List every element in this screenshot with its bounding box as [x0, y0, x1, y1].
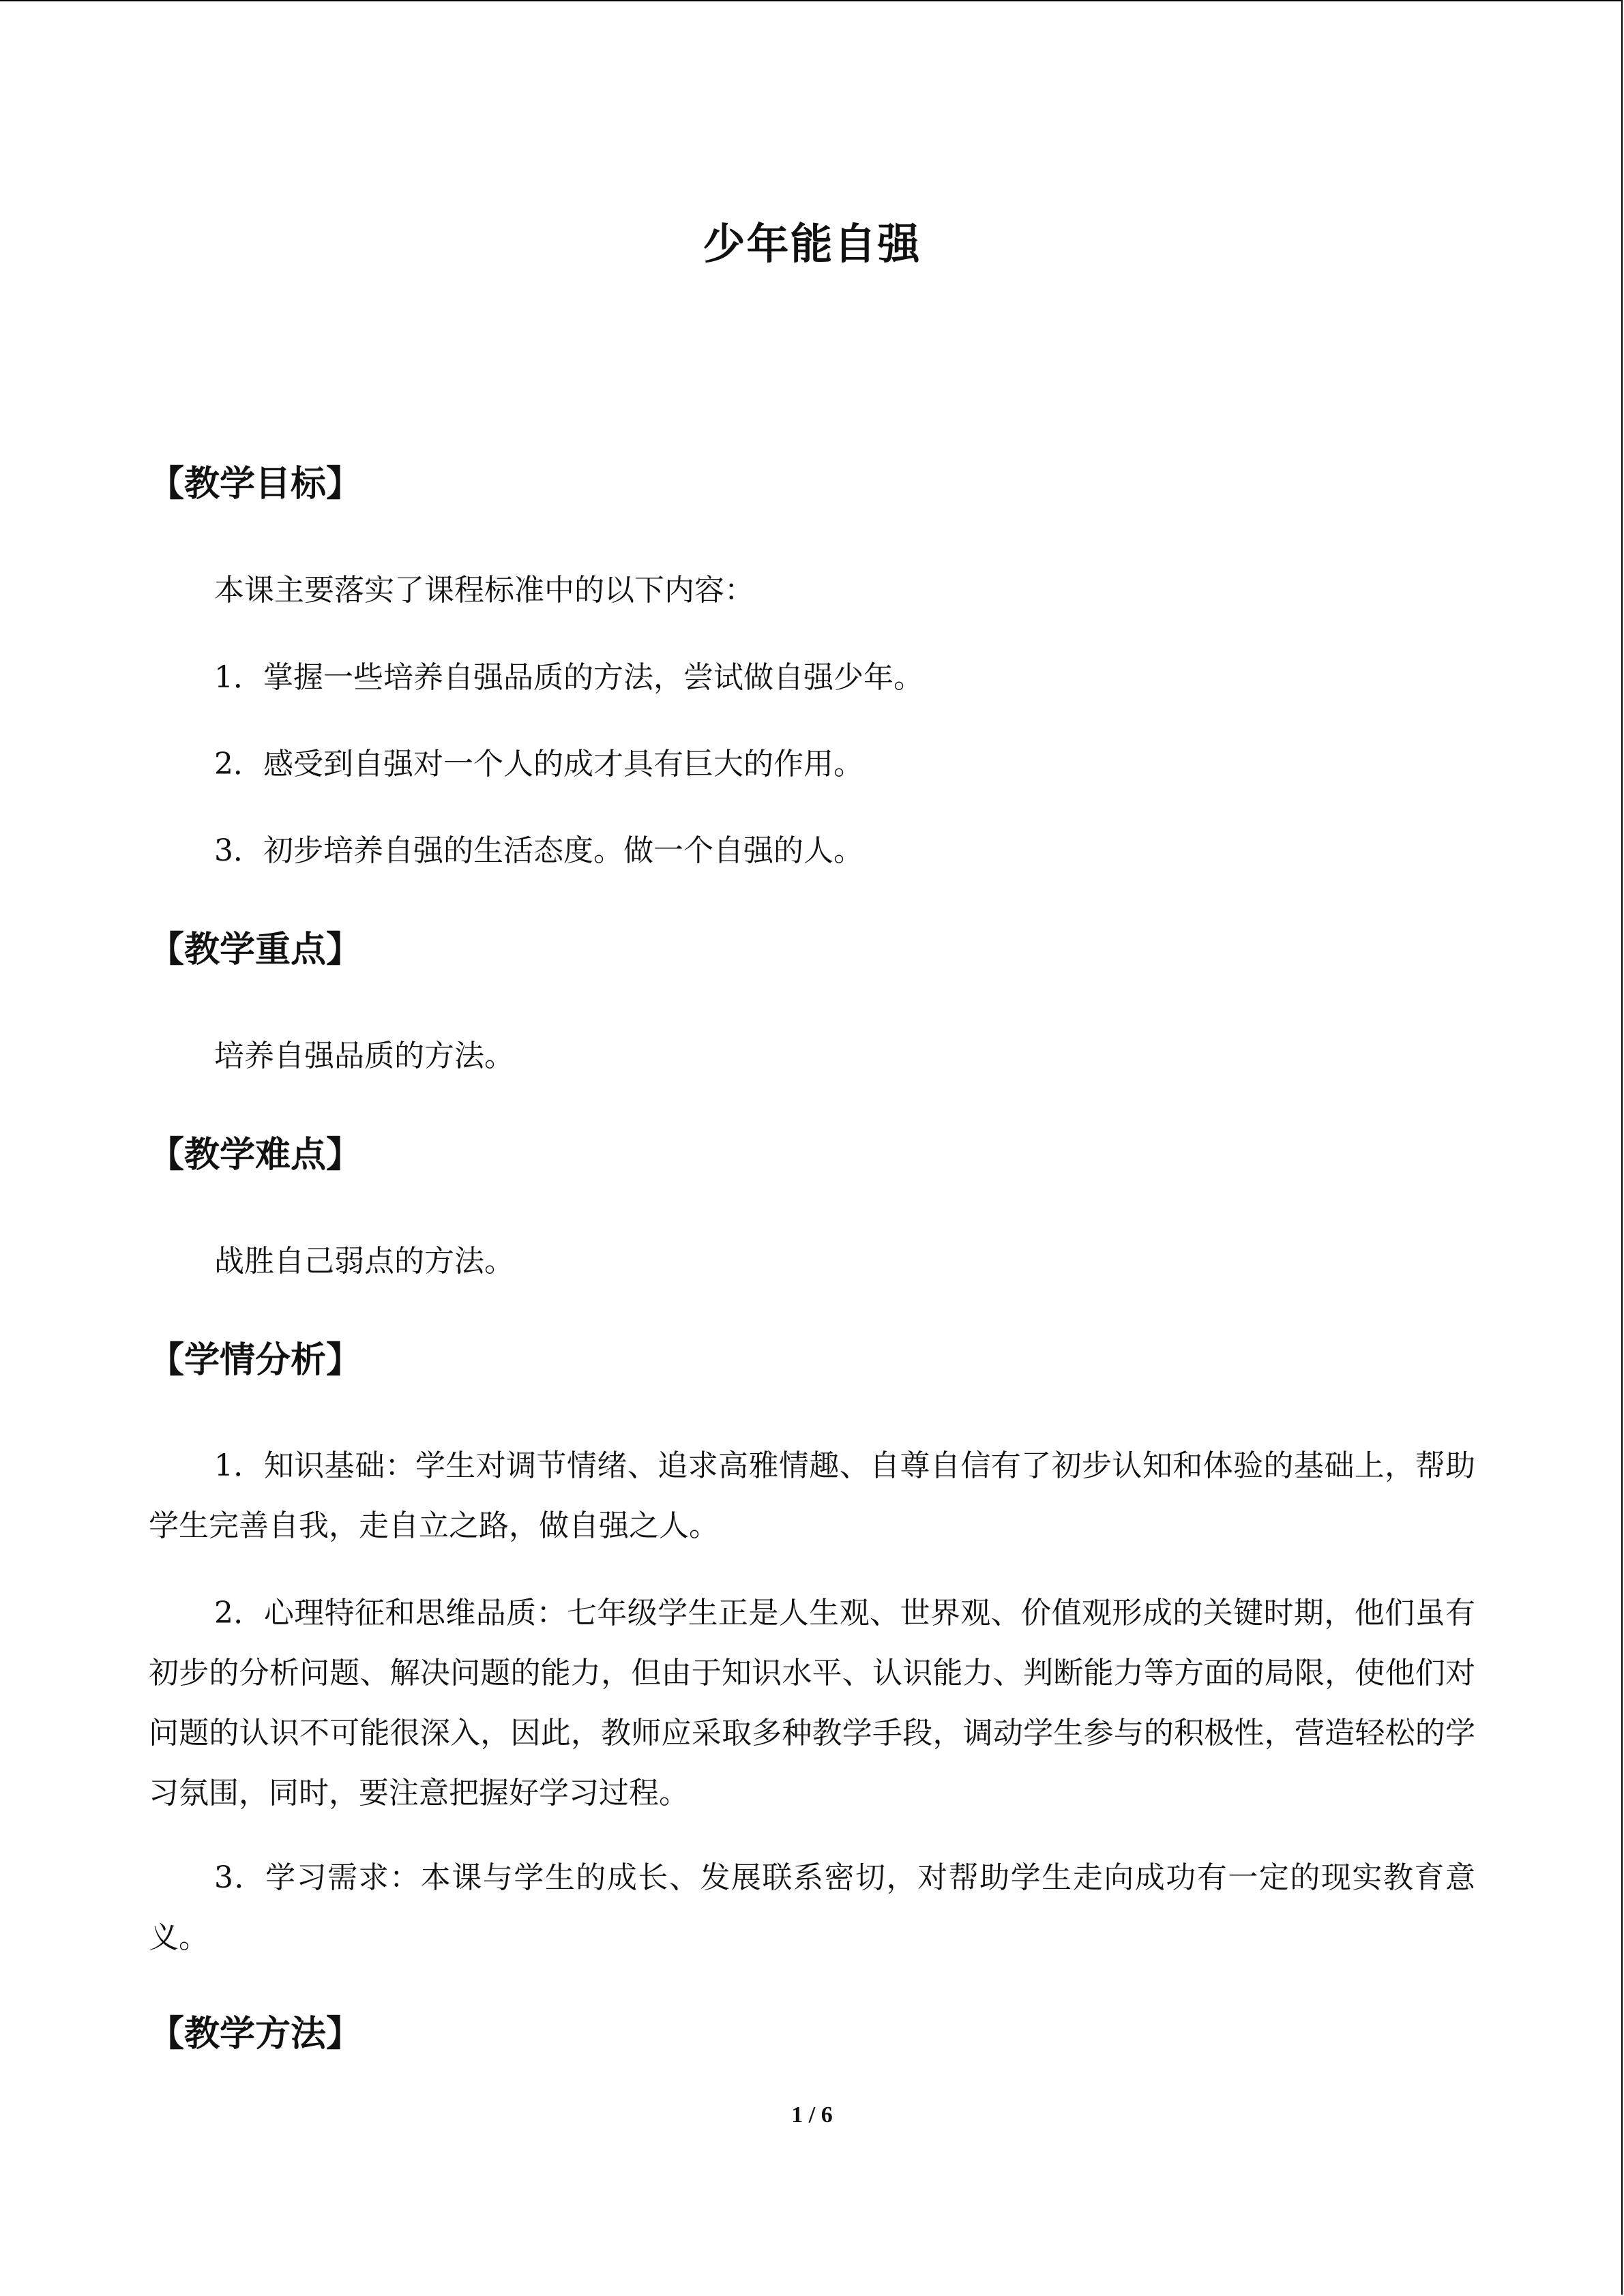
- analysis-item-3: 3．学习需求：本课与学生的成长、发展联系密切，对帮助学生走向成功有一定的现实教育意义。: [149, 1860, 1475, 1955]
- analysis-item-1: 1．知识基础：学生对调节情绪、追求高雅情趣、自尊自信有了初步认知和体验的基础上，帮助学生完善自我，走自立之路，做自强之人。: [149, 1448, 1475, 1543]
- objective-item-2: 2．感受到自强对一个人的成才具有巨大的作用。: [214, 747, 863, 781]
- objective-item-3: 3．初步培养自强的生活态度。做一个自强的人。: [214, 833, 863, 868]
- section-heading-difficulties: 【教学难点】: [149, 1135, 362, 1176]
- section-heading-objectives: 【教学目标】: [149, 464, 362, 505]
- difficulties-text: 战胜自己弱点的方法。: [214, 1244, 514, 1279]
- page-number: 1 / 6: [791, 2102, 833, 2128]
- section-heading-methods: 【教学方法】: [149, 2014, 362, 2055]
- key-points-text: 培养自强品质的方法。: [214, 1039, 514, 1073]
- section-heading-key-points: 【教学重点】: [149, 929, 362, 970]
- analysis-item-2: 2．心理特征和思维品质：七年级学生正是人生观、世界观、价值观形成的关键时期，他们虽有初步的分析问题、解决问题的能力，但由于知识水平、认识能力、判断能力等方面的局限，使他们对问题的认识不可能很深入，因此，教师应采取多种教学手段，调动学生参与的积极性，营造轻松的学习氛围，同时，要注意把握好学习过程。: [149, 1596, 1475, 1810]
- objective-item-1: 1．掌握一些培养自强品质的方法，尝试做自强少年。: [214, 660, 924, 695]
- objectives-intro: 本课主要落实了课程标准中的以下内容：: [214, 573, 754, 608]
- section-heading-analysis: 【学情分析】: [149, 1340, 362, 1381]
- document-title: 少年能自强: [703, 219, 921, 269]
